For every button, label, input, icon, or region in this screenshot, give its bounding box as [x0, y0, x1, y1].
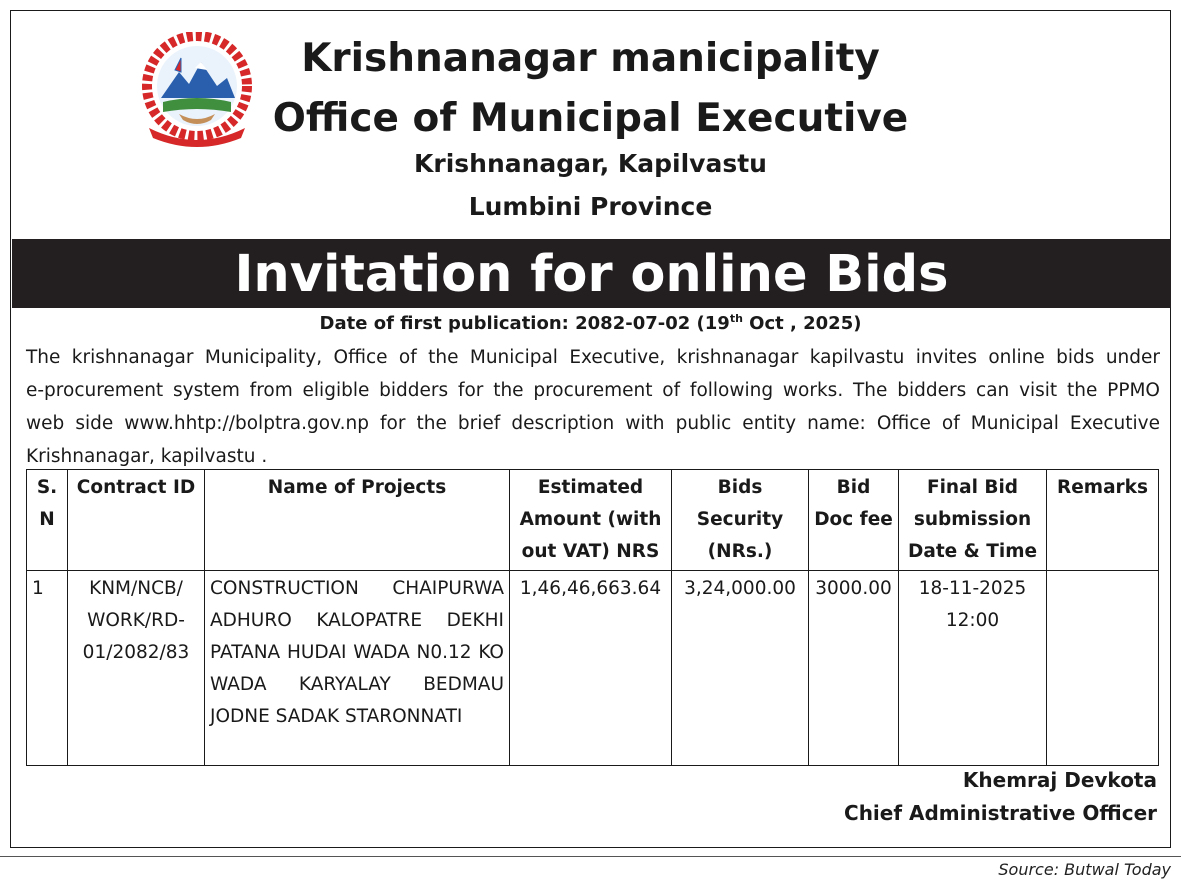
publication-date-tail: Oct , 2025)	[742, 313, 862, 334]
col-header-sn: S. N	[27, 470, 68, 571]
publication-date-label: Date of first publication: 2082-07-02 (19	[319, 313, 730, 334]
col-header-bid-security: Bids Security (NRs.)	[672, 470, 809, 571]
bids-table	[26, 469, 1159, 766]
cell-remarks	[1047, 571, 1159, 766]
office-name: Office of Municipal Executive	[272, 96, 909, 141]
signatory-title: Chief Administrative Officer	[844, 801, 1157, 825]
cell-project: CONSTRUCTION CHAIPURWA ADHURO KALOPATRE DEKHI PATANA HUDAI WADA N0.12 KO WADA KARYALAY BEDMAU JODNE SADAK STARONNATI	[205, 571, 510, 766]
cell-estimated-amount: 1,46,46,663.64	[510, 571, 672, 766]
office-location: Krishnanagar, Kapilvastu	[414, 149, 767, 178]
col-header-remarks: Remarks	[1047, 470, 1159, 571]
publication-date-sup: th	[729, 312, 743, 325]
col-header-doc-fee: Bid Doc fee	[809, 470, 899, 571]
cell-contract-id: KNM/NCB/ WORK/RD- 01/2082/83	[68, 571, 205, 766]
cell-bid-security: 3,24,000.00	[672, 571, 809, 766]
intro-line: The krishnanagar Municipality, Office of the Municipal Executive, krishnanagar kapilvastu invites online bids under	[26, 347, 1160, 368]
cell-final-date: 18-11-2025	[918, 578, 1027, 599]
intro-line: Krishnanagar, kapilvastu .	[26, 446, 268, 467]
cell-sn: 1	[27, 571, 68, 766]
cell-doc-fee: 3000.00	[809, 571, 899, 766]
col-header-final-date: Final Bid submission Date & Time	[899, 470, 1047, 571]
notice-title: Invitation for online Bids	[234, 245, 949, 304]
intro-line: e-procurement system from eligible bidders for the procurement of following works. The bidders can visit the PPMO	[26, 380, 1160, 401]
cell-final-time: 12:00	[945, 610, 1000, 631]
col-header-contract-id: Contract ID	[68, 470, 205, 571]
province-name: Lumbini Province	[468, 192, 713, 221]
signatory-name: Khemraj Devkota	[962, 768, 1157, 792]
publication-date	[0, 312, 1181, 334]
table-header-row	[27, 470, 1159, 571]
municipality-name: Krishnanagar manicipality	[301, 36, 880, 81]
cell-final-date-time	[899, 571, 1047, 766]
bottom-divider	[0, 856, 1181, 857]
intro-paragraph	[26, 341, 1160, 473]
source-credit: Source: Butwal Today	[998, 860, 1171, 879]
intro-line: web side www.hhtp://bolptra.gov.np for the brief description with public entity name: Office of Municipal Executive	[26, 413, 1160, 434]
col-header-estimated-amount: Estimated Amount (with out VAT) NRS	[510, 470, 672, 571]
col-header-project: Name of Projects	[205, 470, 510, 571]
table-row	[27, 571, 1159, 766]
notice-title-banner	[12, 239, 1171, 308]
